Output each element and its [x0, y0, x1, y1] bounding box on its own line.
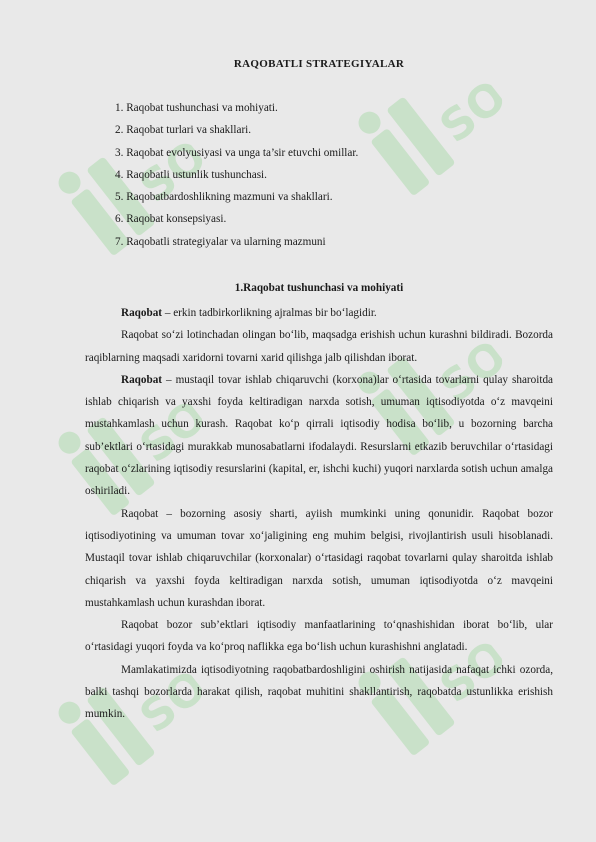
document-title: RAQOBATLI STRATEGIYALAR [233, 58, 405, 70]
paragraph [85, 324, 553, 369]
toc-item: 1. Raqobat tushunchasi va mohiyati. [115, 102, 278, 114]
toc-item: 4. Raqobatli ustunlik tushunchasi. [115, 168, 267, 181]
paragraph [85, 369, 553, 503]
paragraph-text: – erkin tadbirkorlikning ajralmas bir bo‘lagidir. [162, 307, 377, 319]
paragraph-lead: Raqobat [121, 373, 163, 386]
svg-text:SOFT: SOFT [130, 623, 241, 744]
toc-item: 6. Raqobat konsepsiyasi. [115, 213, 227, 226]
toc-item: 3. Raqobat evolyusiyasi va unga ta’sir etuvchi omillar. [115, 146, 359, 159]
paragraph [85, 659, 553, 726]
paragraph-lead: Raqobat [121, 307, 163, 319]
paragraph [85, 503, 553, 614]
svg-text:SOFT: SOFT [130, 93, 241, 214]
table-of-contents [115, 101, 358, 257]
toc-item: 2. Raqobat turlari va shakllari. [115, 124, 252, 137]
paragraph-text: Raqobat so‘zi lotinchadan olingan bo‘lib, maqsadga erishish uchun kurashni bildiradi. Bozorda raqiblarning maqsadi xaridorni tovarni xarid qilishga jalb qilishdan iborat. [85, 329, 553, 364]
svg-text:SOFT: SOFT [430, 293, 541, 414]
paragraph-text: Raqobat bozor sub’ektlari iqtisodiy manfaatlarining to‘qnashishidan iborat bo‘lib, ular o‘rtasidagi yuqori foyda va ko‘proq naflikka ega bo‘lish uchun kurashishni anglatadi. [85, 619, 553, 654]
toc-item: 7. Raqobatli strategiyalar va ularning mazmuni [115, 235, 326, 248]
svg-text:SOFT: SOFT [130, 353, 241, 474]
svg-text:SOFT: SOFT [430, 593, 541, 714]
body-text [85, 302, 553, 726]
paragraph-text: – mustaqil tovar ishlab chiqaruvchi (korxona)lar o‘rtasida tovarlarni qulay sharoitda ishlab chiqarish va yaxshi foyda keltiradigan narxda sotish, umuman iqtisodiyotda o‘z mavqeini mustahkamlash uchun kurash. Raqobat ko‘p qirrali iqtisodiy hodisa bo‘lib, u bozorning barcha sub’ektlari o‘rtasidagi murakkab munosabatlarni ifodalaydi. Resurslarni etkazib beruvchilar o‘rtasidagi raqobat o‘zlarining iqtisodiy resurslarini (kapital, er, ishchi kuchi) yuqori narxlarda sotish uchun amalga oshiriladi. [85, 373, 553, 498]
paragraph [85, 302, 553, 324]
paragraph-text: Mamlakatimizda iqtisodiyotning raqobatbardoshligini oshirish natijasida nafaqat ichki ozorda, balki tashqi bozorlarda harakat qilish, raqobat muhitini shakllantirish, raqobatda ustunlikka erishish mumkin. [85, 663, 553, 721]
paragraph-text: Raqobat – bozorning asosiy sharti, ayiish mumkinki uning qonunidir. Raqobat bozor iqtisodiyotining va umuman tovar xo‘jaligining eng muhim belgisi, rivojlantirish usuli hisoblanadi. Mustaqil tovar ishlab chiqaruvchilar (korxonalar) o‘rtasidagi raqobat tovarlarni qulay sharoitda ishlab chiqarish va yaxshi foyda keltiradigan narxda sotish, umuman iqtisodiyotda o‘z mavqeini mustahkamlash uchun kurashdan iborat. [85, 507, 553, 609]
toc-item: 5. Raqobatbardoshlikning mazmuni va shakllari. [115, 191, 333, 204]
svg-text:SOFT: SOFT [430, 33, 541, 154]
paragraph [85, 614, 553, 659]
section-title: 1.Raqobat tushunchasi va mohiyati [234, 282, 404, 294]
